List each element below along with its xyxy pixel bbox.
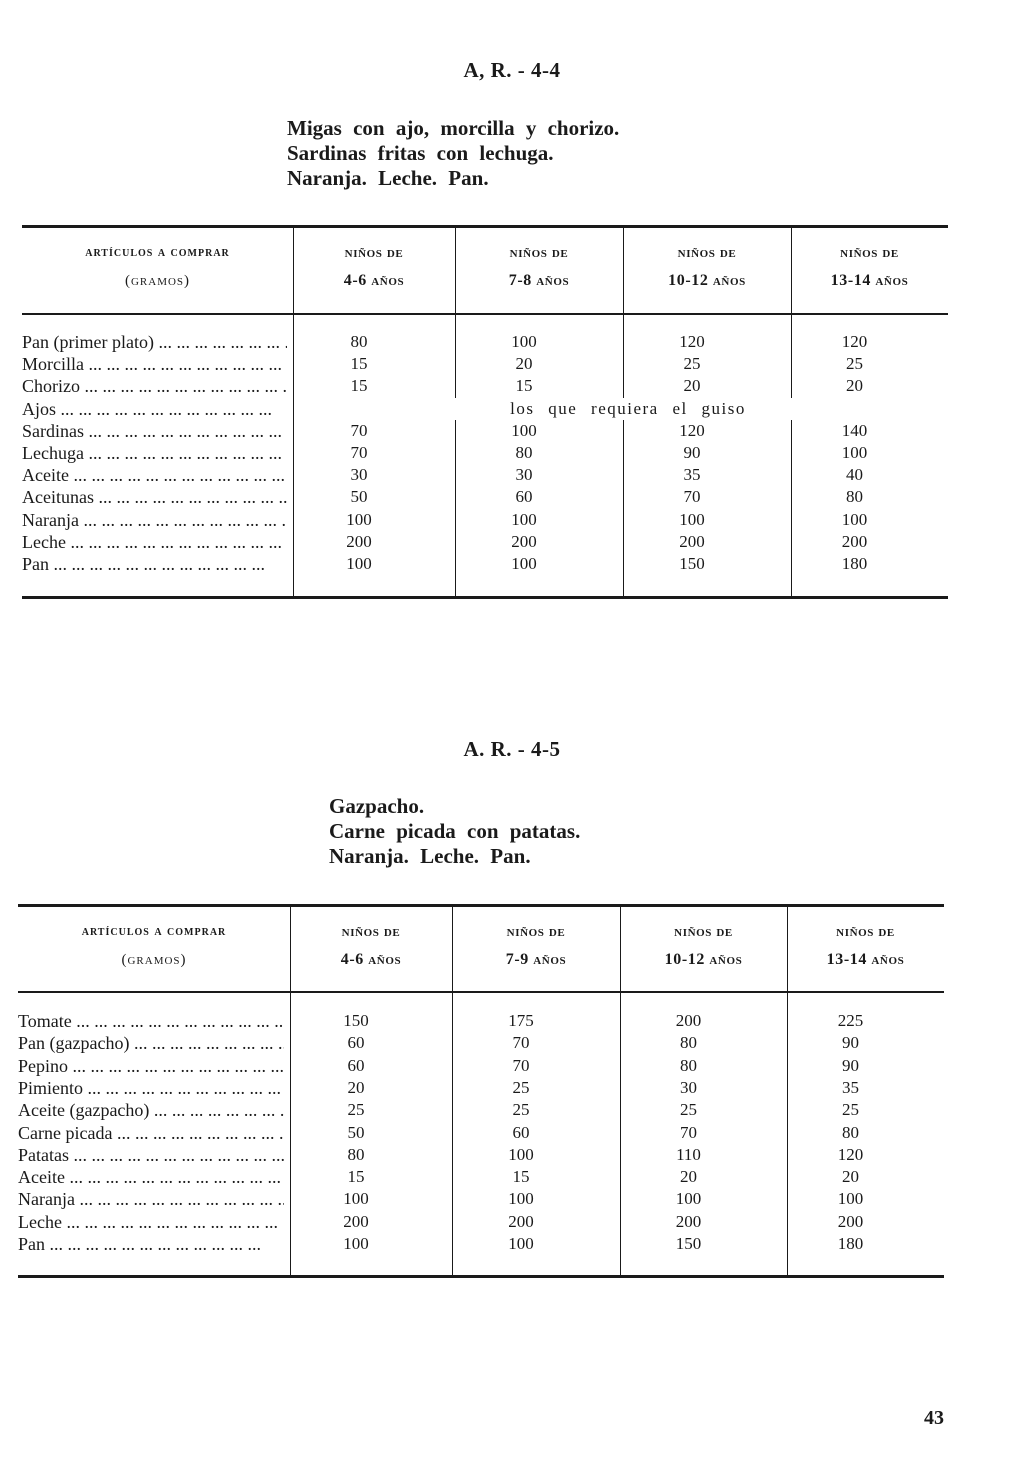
table-row <box>0 1188 1024 1210</box>
table-header-rule <box>18 991 944 993</box>
table-row <box>0 1010 1024 1032</box>
row-value: 15 <box>512 1167 530 1187</box>
header-age-range: 10-12 <box>668 272 709 289</box>
header-age-unit: años <box>533 952 567 968</box>
row-value: 100 <box>511 554 537 573</box>
row-value: 150 <box>675 1234 702 1253</box>
row-value: 150 <box>679 554 705 573</box>
row-item-name: Morcilla ... . <box>22 353 287 375</box>
header-articles-label: artículos a comprar <box>85 245 230 260</box>
row-value: 20 <box>842 1167 859 1187</box>
header-articles-unit: (gramos) <box>124 273 191 289</box>
table-row <box>0 486 1024 508</box>
table-row <box>0 509 1024 531</box>
row-value: 200 <box>511 531 537 551</box>
table-row <box>0 464 1024 486</box>
row-value: 120 <box>679 420 705 440</box>
row-item-name: Carne picada ... . <box>18 1122 284 1144</box>
row-item-name: Leche ... . <box>22 531 287 553</box>
row-value: 80 <box>350 332 368 351</box>
header-age-unit: años <box>368 952 402 968</box>
row-value: 100 <box>346 509 372 529</box>
row-value: 120 <box>841 332 868 351</box>
header-age-range-line <box>290 946 452 974</box>
header-articles-label: artículos a comprar <box>81 924 227 939</box>
row-value: 20 <box>515 354 533 374</box>
table-row <box>0 420 1024 442</box>
section2-menu-line-2: Carne picada con patatas. <box>329 819 581 843</box>
row-item-name: Aceite ... . <box>22 464 287 486</box>
row-value: 25 <box>683 354 701 374</box>
table-row <box>0 1166 1024 1188</box>
header-age-label: niños de <box>840 245 899 261</box>
row-value: 100 <box>511 509 537 529</box>
row-value: 200 <box>343 1211 369 1231</box>
table-row <box>0 1211 1024 1233</box>
section1-code: A, R. - 4-4 <box>463 58 561 82</box>
page-number: 43 <box>924 1407 944 1429</box>
header-age-range-line <box>623 267 791 295</box>
table-bottom-rule <box>18 1275 944 1278</box>
header-age-unit: años <box>712 273 746 289</box>
table-row <box>0 1032 1024 1054</box>
row-value: 80 <box>680 1033 697 1053</box>
header-age-label: niños de <box>674 924 733 940</box>
table-row <box>0 1099 1024 1121</box>
row-item-name: Pan (gazpacho) ... . <box>18 1032 284 1054</box>
row-value: 180 <box>841 554 868 573</box>
row-value: 20 <box>683 376 701 396</box>
row-value: 60 <box>515 487 533 507</box>
header-age-range: 4-6 <box>340 951 364 968</box>
section1-menu-line-3: Naranja. Leche. Pan. <box>287 166 489 190</box>
row-value: 20 <box>680 1167 697 1187</box>
row-value: 70 <box>350 443 368 462</box>
row-item-name: Aceite ... . <box>18 1166 284 1188</box>
header-age-column <box>293 239 455 295</box>
header-age-label: niños de <box>509 245 569 261</box>
row-value: 200 <box>508 1211 534 1231</box>
row-value: 90 <box>842 1033 859 1053</box>
header-age-unit: años <box>371 273 405 289</box>
table-row <box>0 1233 1024 1255</box>
row-value: 225 <box>837 1011 864 1030</box>
header-age-range: 13-14 <box>830 272 871 289</box>
header-age-column <box>787 918 944 974</box>
table-row <box>0 1055 1024 1077</box>
table-row <box>0 353 1024 375</box>
table-header-rule <box>22 313 948 315</box>
row-value: 110 <box>676 1144 701 1164</box>
row-item-name: Tomate ... . <box>18 1010 284 1032</box>
row-value: 180 <box>837 1234 864 1253</box>
header-age-range-line <box>791 267 948 295</box>
row-value: 80 <box>347 1144 365 1164</box>
header-age-column <box>623 239 791 295</box>
row-value: 25 <box>846 354 863 374</box>
row-value: 30 <box>680 1077 697 1097</box>
row-value: 30 <box>515 465 533 485</box>
row-item-name: Pan ... . <box>22 553 287 575</box>
table-row <box>0 1077 1024 1099</box>
header-age-column <box>791 239 948 295</box>
header-age-column <box>455 239 623 295</box>
row-value: 100 <box>508 1234 534 1253</box>
section1-menu-line-2: Sardinas fritas con lechuga. <box>287 141 554 165</box>
row-item-name: Leche ... . <box>18 1211 284 1233</box>
row-value: 70 <box>512 1055 530 1075</box>
row-value: 200 <box>679 531 705 551</box>
header-age-label: niños de <box>341 924 401 940</box>
row-value: 60 <box>347 1055 365 1075</box>
header-age-unit: años <box>871 952 905 968</box>
row-span-note: los que requiera el guiso <box>415 398 841 420</box>
row-value: 15 <box>350 376 368 396</box>
header-age-label: niños de <box>344 245 404 261</box>
header-age-range-line <box>620 946 787 974</box>
table-row <box>0 553 1024 575</box>
section1-menu-line-1: Migas con ajo, morcilla y chorizo. <box>287 116 620 140</box>
row-value: 120 <box>837 1144 864 1164</box>
row-value: 150 <box>343 1011 369 1030</box>
header-articles <box>18 918 290 974</box>
header-age-unit: años <box>536 273 570 289</box>
row-value: 100 <box>679 509 705 529</box>
row-item-name: Pepino ... . <box>18 1055 284 1077</box>
table-row <box>0 1122 1024 1144</box>
section1-menu <box>287 116 619 191</box>
header-age-unit: años <box>875 273 909 289</box>
row-value: 25 <box>512 1077 530 1097</box>
row-item-name: Sardinas ... . <box>22 420 287 442</box>
row-item-name: Patatas ... . <box>18 1144 284 1166</box>
row-value: 100 <box>841 443 868 462</box>
header-articles <box>22 239 293 295</box>
row-value: 100 <box>675 1189 702 1209</box>
table-row <box>0 331 1024 353</box>
header-age-label: niños de <box>677 245 737 261</box>
row-value: 175 <box>508 1011 534 1030</box>
row-item-name: Pan ... . <box>18 1233 284 1255</box>
section2-menu-line-3: Naranja. Leche. Pan. <box>329 844 531 868</box>
row-value: 70 <box>350 420 368 440</box>
header-age-unit: años <box>709 952 743 968</box>
header-age-range-line <box>455 267 623 295</box>
header-age-column <box>290 918 452 974</box>
row-value: 60 <box>347 1033 365 1053</box>
row-value: 35 <box>683 465 701 485</box>
section2-menu-line-1: Gazpacho. <box>329 794 425 818</box>
row-value: 20 <box>347 1077 365 1097</box>
header-age-range-line <box>293 267 455 295</box>
table-row <box>0 398 1024 420</box>
row-value: 120 <box>679 332 705 351</box>
row-value: 25 <box>842 1100 859 1120</box>
row-item-name: Chorizo ... . <box>22 375 287 397</box>
row-item-name: Naranja ... . <box>18 1188 284 1210</box>
row-value: 70 <box>512 1033 530 1053</box>
row-value: 50 <box>347 1122 365 1142</box>
header-age-range-line <box>787 946 944 974</box>
row-value: 80 <box>680 1055 697 1075</box>
row-value: 90 <box>683 443 701 462</box>
row-value: 200 <box>675 1011 702 1030</box>
header-age-range: 7-8 <box>508 272 532 289</box>
header-age-column <box>620 918 787 974</box>
row-value: 200 <box>837 1211 864 1231</box>
row-value: 140 <box>841 420 868 440</box>
table-bottom-rule <box>22 596 948 599</box>
table-row <box>0 1144 1024 1166</box>
row-value: 100 <box>837 1189 864 1209</box>
row-value: 35 <box>842 1077 859 1097</box>
row-value: 30 <box>350 465 368 485</box>
header-age-label: niños de <box>506 924 566 940</box>
row-value: 25 <box>512 1100 530 1120</box>
row-item-name: Ajos ... . <box>22 398 287 420</box>
row-value: 60 <box>512 1122 530 1142</box>
header-age-column <box>452 918 620 974</box>
row-value: 40 <box>846 465 863 485</box>
row-value: 80 <box>846 487 863 507</box>
section2-menu <box>329 794 580 869</box>
row-value: 50 <box>350 487 368 507</box>
table-row <box>0 375 1024 397</box>
row-value: 100 <box>841 509 868 529</box>
row-value: 15 <box>515 376 533 396</box>
row-value: 200 <box>346 531 372 551</box>
row-value: 25 <box>680 1100 697 1120</box>
row-value: 70 <box>680 1122 697 1142</box>
row-item-name: Pimiento ... . <box>18 1077 284 1099</box>
row-value: 100 <box>511 420 537 440</box>
header-age-label: niños de <box>836 924 895 940</box>
table-row <box>0 442 1024 464</box>
table-top-rule <box>22 225 948 228</box>
header-age-range: 7-9 <box>505 951 529 968</box>
row-value: 80 <box>842 1122 859 1142</box>
row-value: 100 <box>508 1144 534 1164</box>
header-articles-unit: (gramos) <box>121 952 187 968</box>
row-item-name: Aceite (gazpacho) ... . <box>18 1099 284 1121</box>
row-value: 15 <box>350 354 368 374</box>
header-age-range: 4-6 <box>343 272 367 289</box>
table-top-rule <box>18 904 944 907</box>
row-value: 100 <box>343 1234 369 1253</box>
table-row <box>0 531 1024 553</box>
header-age-range: 10-12 <box>664 951 705 968</box>
row-item-name: Naranja ... . <box>22 509 287 531</box>
row-value: 200 <box>841 531 868 551</box>
header-age-range: 13-14 <box>826 951 867 968</box>
row-value: 200 <box>675 1211 702 1231</box>
row-value: 90 <box>842 1055 859 1075</box>
row-value: 80 <box>515 443 533 462</box>
row-value: 100 <box>511 332 537 351</box>
row-value: 20 <box>846 376 863 396</box>
row-value: 100 <box>346 554 372 573</box>
row-item-name: Aceitunas ... . <box>22 486 287 508</box>
row-value: 15 <box>347 1167 365 1187</box>
row-value: 70 <box>683 487 701 507</box>
section2-code: A. R. - 4-5 <box>463 737 561 761</box>
row-value: 100 <box>343 1189 369 1209</box>
header-age-range-line <box>452 946 620 974</box>
row-item-name: Lechuga ... . <box>22 442 287 464</box>
row-value: 25 <box>347 1100 365 1120</box>
row-value: 100 <box>508 1189 534 1209</box>
row-item-name: Pan (primer plato) ... . <box>22 331 287 353</box>
